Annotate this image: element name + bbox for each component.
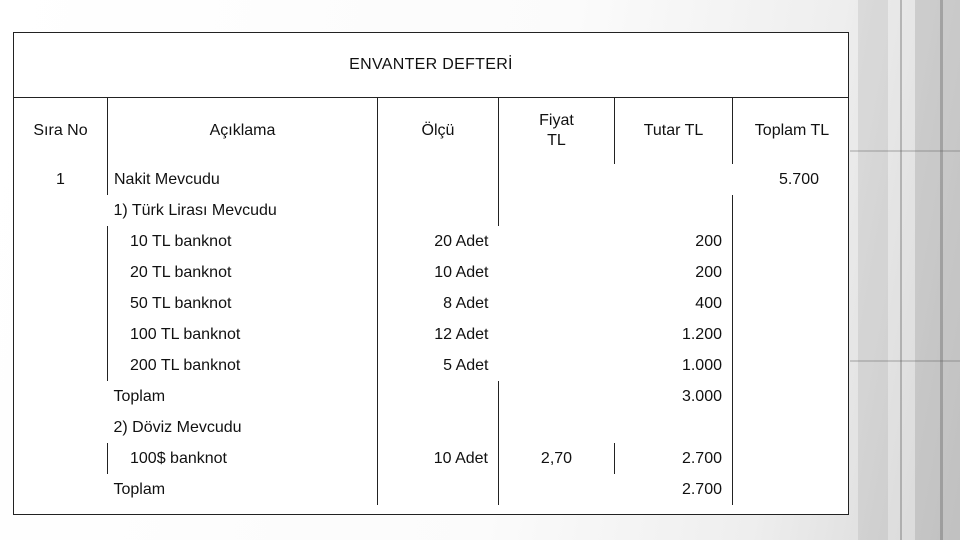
cell-aciklama: 100$ banknot: [108, 443, 378, 474]
cell-toplam: [733, 257, 852, 288]
table-row: [14, 319, 851, 350]
cell-toplam: [733, 443, 852, 474]
table-row: [14, 381, 851, 412]
cell-toplam: [733, 195, 852, 226]
table-row: [14, 443, 851, 474]
cell-fiyat: [499, 164, 615, 195]
table-row: [14, 226, 851, 257]
table-row: [14, 350, 851, 381]
cell-olcu: 20 Adet: [378, 226, 499, 257]
cell-olcu: [378, 474, 499, 505]
cell-sira: [14, 350, 108, 381]
cell-olcu: [378, 164, 499, 195]
cell-olcu: 8 Adet: [378, 288, 499, 319]
cell-tutar: [615, 195, 733, 226]
cell-aciklama: 10 TL banknot: [108, 226, 378, 257]
cell-aciklama: 100 TL banknot: [108, 319, 378, 350]
cell-fiyat: [499, 195, 615, 226]
cell-sira: [14, 226, 108, 257]
background-band: [858, 0, 888, 540]
background-line: [940, 0, 943, 540]
cell-olcu: 12 Adet: [378, 319, 499, 350]
table-row: [14, 474, 851, 505]
table-header-row: [14, 98, 851, 164]
cell-sira: [14, 319, 108, 350]
cell-olcu: 10 Adet: [378, 443, 499, 474]
table-row: [14, 257, 851, 288]
cell-sira: [14, 412, 108, 443]
header-sira-no: Sıra No: [33, 122, 88, 139]
cell-toplam: [733, 412, 852, 443]
header-fiyat: [499, 98, 615, 164]
header-aciklama: Açıklama: [108, 98, 378, 164]
cell-tutar: 2.700: [681, 481, 722, 498]
cell-tutar: 200: [695, 264, 722, 281]
cell-fiyat: [499, 288, 615, 319]
cell-aciklama: 2) Döviz Mevcudu: [113, 419, 242, 436]
cell-tutar: 3.000: [681, 388, 722, 405]
cell-sira: 1: [56, 171, 65, 188]
cell-olcu: 10 Adet: [378, 257, 499, 288]
cell-sira: [14, 474, 108, 505]
cell-aciklama: Toplam: [113, 481, 166, 498]
cell-tutar: 400: [695, 295, 722, 312]
cell-toplam: [733, 319, 852, 350]
cell-toplam: [733, 381, 852, 412]
cell-tutar: 1.200: [681, 326, 722, 343]
cell-aciklama: 200 TL banknot: [108, 350, 378, 381]
cell-aciklama: 50 TL banknot: [108, 288, 378, 319]
cell-sira: [14, 195, 108, 226]
cell-toplam: [733, 226, 852, 257]
cell-fiyat: [499, 381, 615, 412]
cell-tutar: [615, 164, 733, 195]
header-tutar: Tutar TL: [615, 98, 733, 164]
cell-fiyat: [499, 319, 615, 350]
table-row: [14, 195, 851, 226]
cell-fiyat: [499, 350, 615, 381]
cell-toplam: 5.700: [778, 171, 819, 188]
cell-fiyat: [499, 474, 615, 505]
cell-tutar: 200: [695, 233, 722, 250]
background-line: [850, 360, 960, 362]
table-row: [14, 288, 851, 319]
cell-fiyat: 2,70: [499, 443, 615, 474]
cell-toplam: [733, 474, 852, 505]
cell-tutar: 1.000: [681, 357, 722, 374]
cell-aciklama: 20 TL banknot: [108, 257, 378, 288]
header-toplam: Toplam TL: [733, 98, 852, 164]
cell-aciklama: Nakit Mevcudu: [108, 164, 378, 195]
cell-sira: [14, 381, 108, 412]
cell-sira: [14, 443, 108, 474]
background-band: [915, 0, 960, 540]
table-row: [14, 412, 851, 443]
cell-olcu: [378, 412, 499, 443]
table-row: [14, 164, 851, 195]
cell-fiyat: [499, 412, 615, 443]
cell-toplam: [733, 288, 852, 319]
background-line: [850, 150, 960, 152]
cell-sira: [14, 257, 108, 288]
cell-sira: [14, 288, 108, 319]
cell-tutar: 2.700: [615, 443, 733, 474]
cell-aciklama: 1) Türk Lirası Mevcudu: [113, 202, 277, 219]
inventory-table: [14, 98, 851, 505]
cell-olcu: [378, 381, 499, 412]
cell-toplam: [733, 350, 852, 381]
cell-fiyat: [499, 257, 615, 288]
header-fiyat-label: Fiyat TL: [539, 112, 574, 149]
inventory-sheet: [13, 32, 849, 515]
cell-fiyat: [499, 226, 615, 257]
document-title: ENVANTER DEFTERİ: [14, 33, 848, 98]
background-line: [900, 0, 902, 540]
cell-olcu: 5 Adet: [378, 350, 499, 381]
cell-olcu: [378, 195, 499, 226]
cell-aciklama: Toplam: [113, 388, 166, 405]
header-olcu: Ölçü: [378, 98, 499, 164]
cell-tutar: [615, 412, 733, 443]
